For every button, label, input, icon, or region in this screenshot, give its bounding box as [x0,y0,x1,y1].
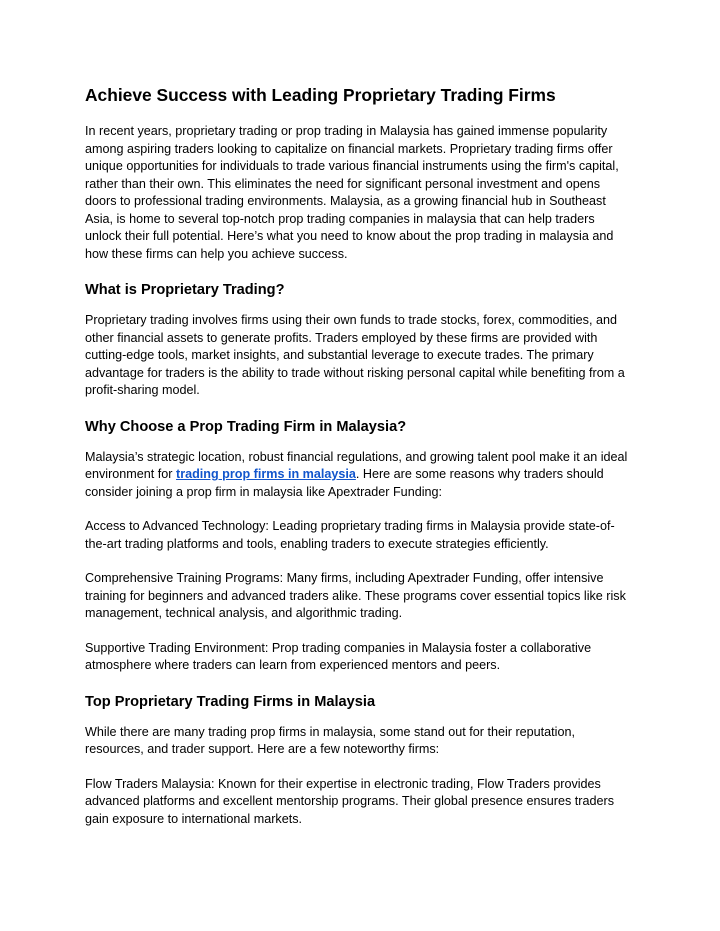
page-title: Achieve Success with Leading Proprietary Trading Firms [85,85,556,105]
section-paragraph-top-firms: While there are many trading prop firms in malaysia, some stand out for their reputation, resources, and trader support. Here are a few noteworthy firms: [85,724,575,756]
why-choose-text-before-link: Malaysia’s strategic location, robust financial regulations, and growing talent pool make it an ideal environment for [85,449,628,481]
section-heading-top-firms: Top Proprietary Trading Firms in Malaysia [85,693,376,710]
section-heading-why-choose: Why Choose a Prop Trading Firm in Malaysia? [85,418,407,435]
document-page [85,82,630,828]
firm-flow-traders: Flow Traders Malaysia: Known for their expertise in electronic trading, Flow Traders provides advanced platforms and excellent mentorship programs. Their global presence ensures traders gain exposure to international markets. [85,776,614,826]
why-choose-text-after-link: . Here are some reasons why traders should consider joining a prop firm in malaysia like Apextrader Funding: [85,467,604,499]
point-advanced-technology: Access to Advanced Technology: Leading proprietary trading firms in Malaysia provide state-of-the-art trading platforms and tools, enabling traders to execute strategies efficiently. [85,519,615,551]
section-heading-what-is-proprietary-trading: What is Proprietary Trading? [85,282,285,298]
section-paragraph-why-choose [85,449,630,502]
point-training-programs: Comprehensive Training Programs: Many firms, including Apextrader Funding, offer intensive training for beginners and advanced traders alike. These programs cover essential topics like risk management, technical analysis, and algorithmic trading. [85,571,626,620]
section-paragraph-what-is-proprietary-trading: Proprietary trading involves firms using their own funds to trade stocks, forex, commodities, and other financial assets to generate profits. Traders employed by these firms are provided with cutting-edge tools, market insights, and substantial leverage to execute trades. The primary advantage for traders is the ability to trade without risking personal capital while benefiting from a profit-sharing model. [85,313,625,397]
intro-paragraph: In recent years, proprietary trading or prop trading in Malaysia has gained immense popularity among aspiring traders looking to capitalize on financial markets. Proprietary trading firms offer unique opportunities for individuals to trade various financial instruments using the firm's capital, rather than their own. This eliminates the need for significant personal investment and opens doors to professional trading environments. Malaysia, as a growing financial hub in Southeast Asia, is home to several top-notch prop trading companies in malaysia that can help traders unlock their full potential. Here’s what you need to know about the prop trading in malaysia and how these firms can help you achieve success. [85,124,619,261]
point-supportive-environment: Supportive Trading Environment: Prop trading companies in Malaysia foster a collaborative atmosphere where traders can learn from experienced mentors and peers. [85,640,592,672]
trading-prop-firms-link[interactable]: trading prop firms in malaysia [176,467,356,481]
